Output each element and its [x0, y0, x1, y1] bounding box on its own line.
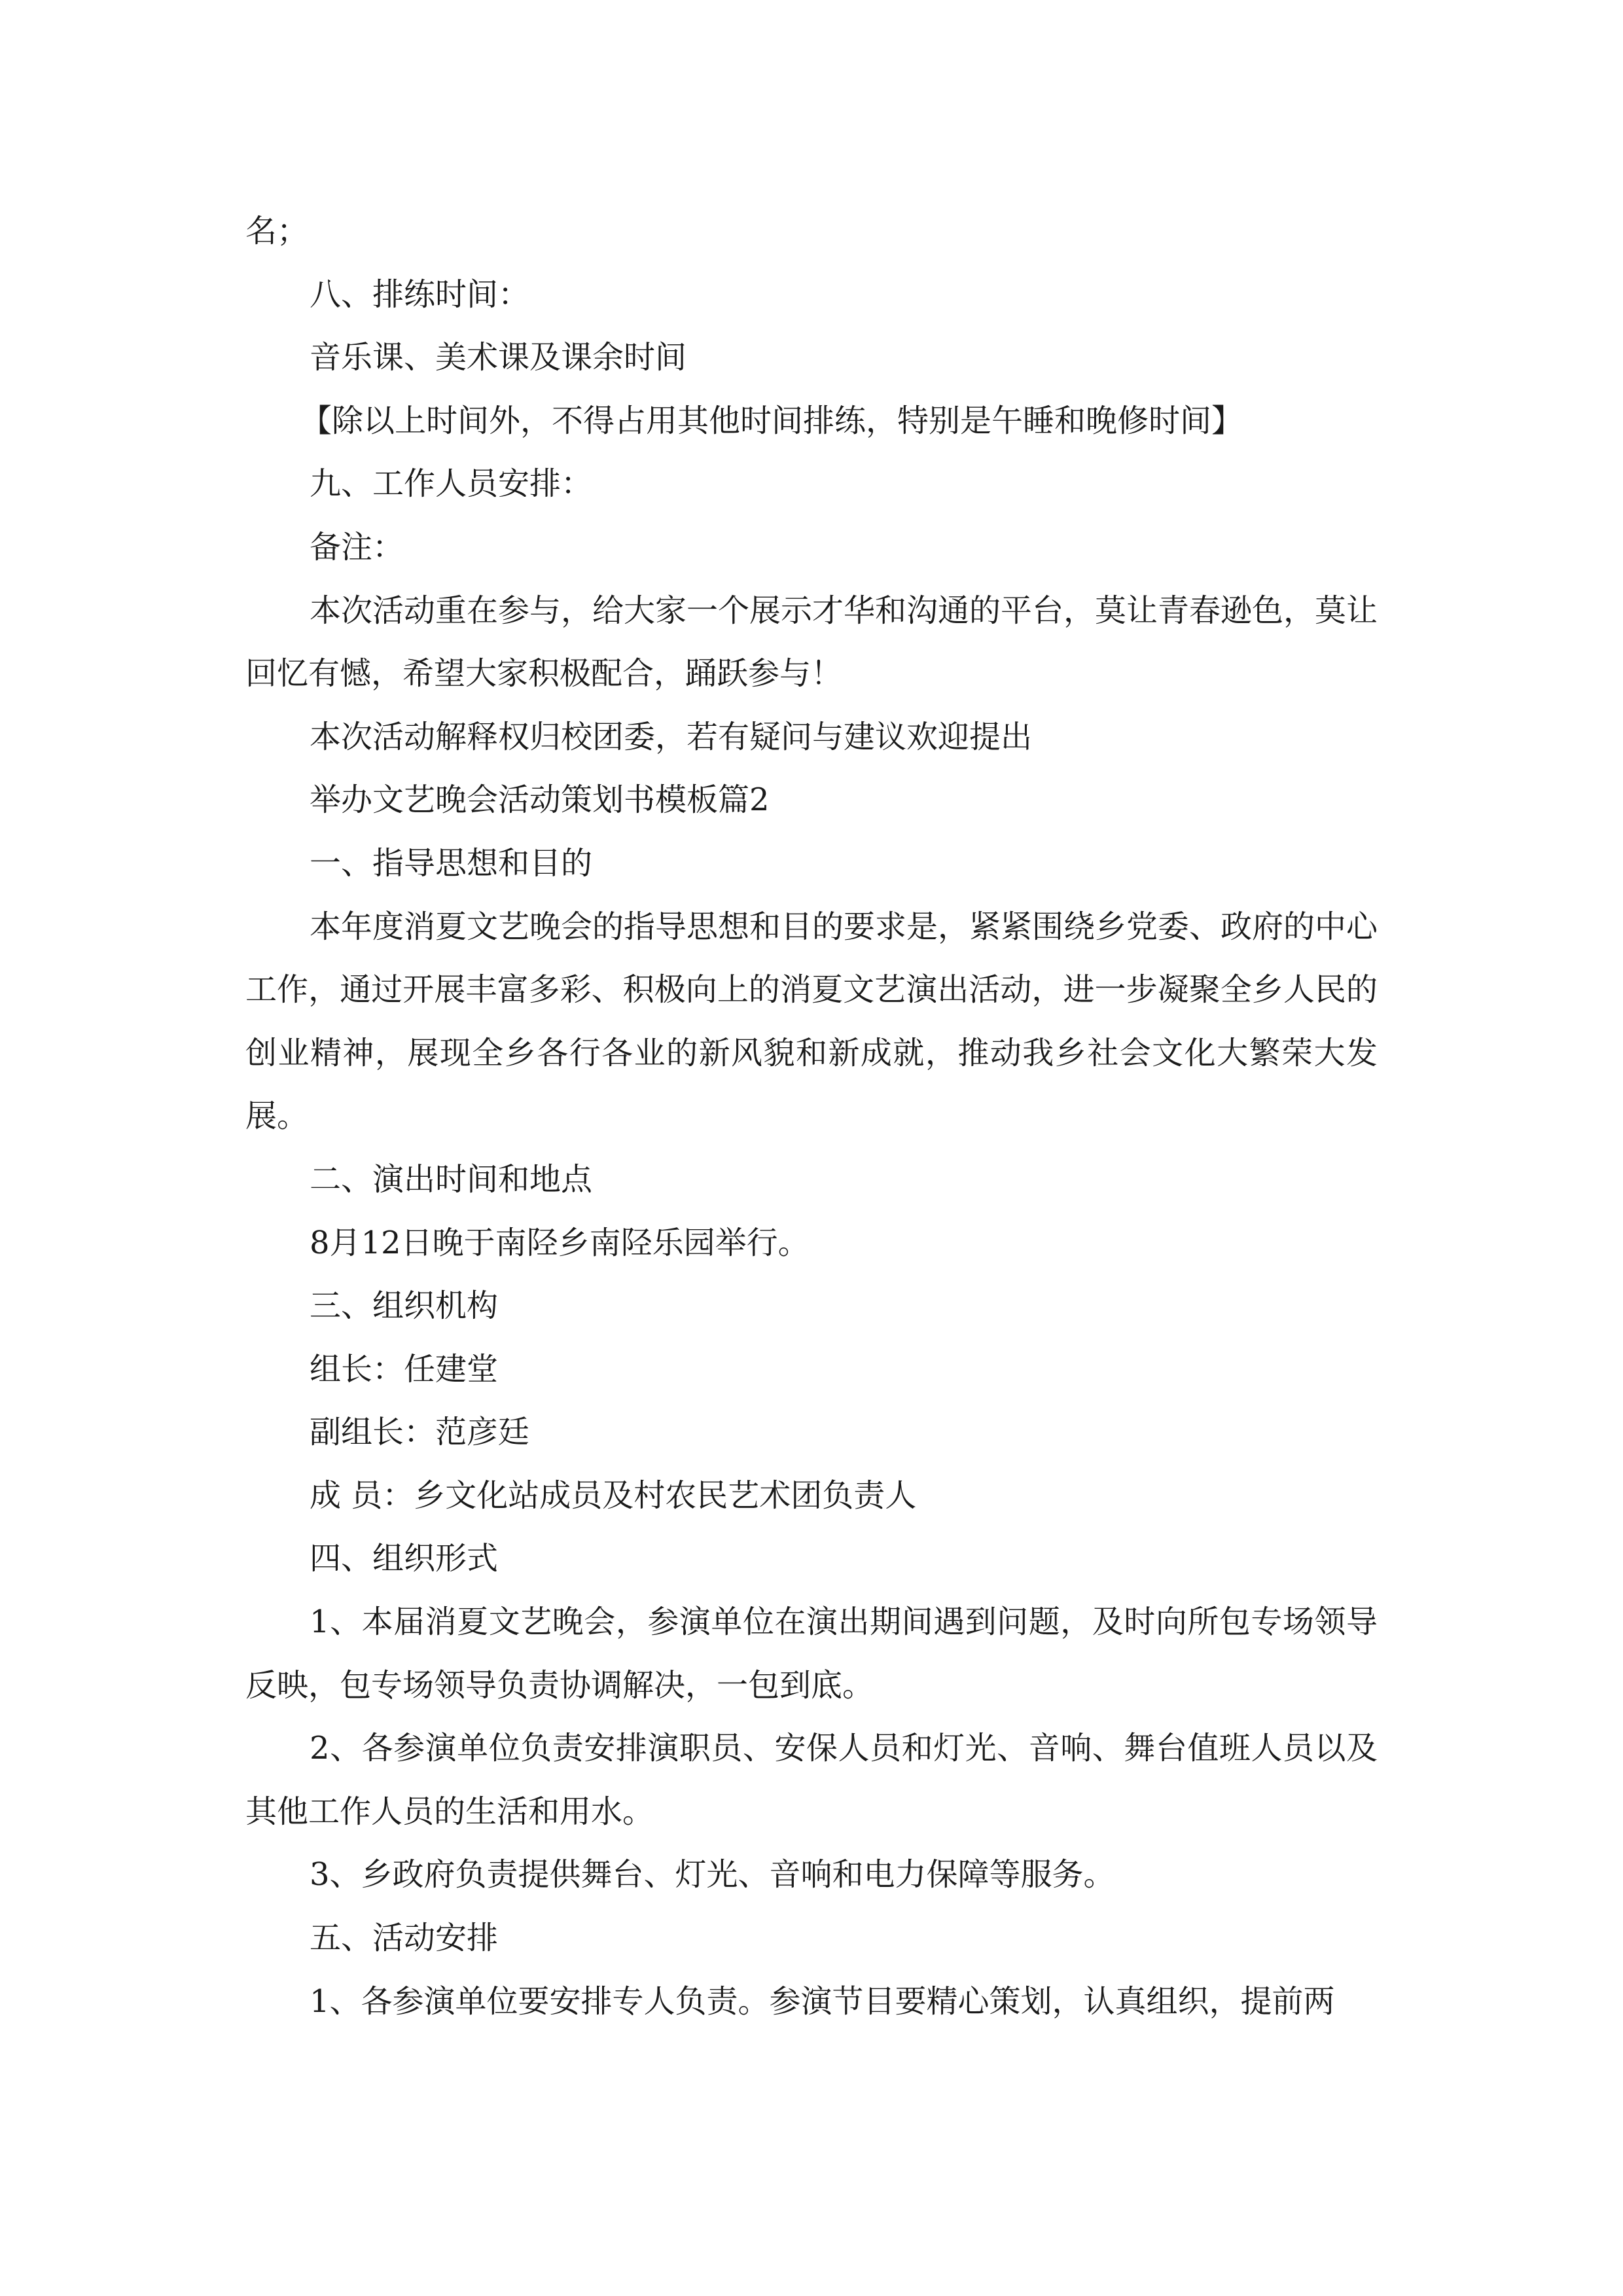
paragraph-leader: 组长：任建堂 — [310, 1350, 499, 1388]
paragraph-rehearsal-note: 【除以上时间外，不得占用其他时间排练，特别是午睡和晚修时间】 — [300, 402, 1243, 439]
heading-organization: 三、组织机构 — [310, 1287, 499, 1325]
paragraph-form-item-2: 2、各参演单位负责安排演职员、安保人员和灯光、音响、舞台值班人员以及其他工作人员的生活和用水。 — [245, 1730, 1378, 1830]
heading-time-place: 二、演出时间和地点 — [310, 1160, 593, 1198]
paragraph-guiding-thought: 本年度消夏文艺晚会的指导思想和目的要求是，紧紧围绕乡党委、政府的中心工作，通过开展丰富多彩、积极向上的消夏文艺演出活动，进一步凝聚全乡人民的创业精神，展现全乡各行各业的新风貌和新成就，推动我乡社会文化大繁荣大发展。 — [245, 908, 1378, 1135]
section-title-template-2: 举办文艺晚会活动策划书模板篇2 — [310, 781, 770, 819]
heading-organization-form: 四、组织形式 — [310, 1540, 499, 1577]
paragraph-deputy-leader: 副组长：范彦廷 — [310, 1414, 530, 1451]
paragraph-arrangement-item-1: 1、各参演单位要安排专人负责。参演节目要精心策划，认真组织，提前两 — [310, 1982, 1335, 2020]
paragraph-rehearsal-slots: 音乐课、美术课及课余时间 — [310, 339, 687, 376]
heading-remarks: 备注： — [310, 528, 404, 565]
paragraph-remarks-body: 本次活动重在参与，给大家一个展示才华和沟通的平台，莫让青春逊色，莫让回忆有憾，希望大家积极配合，踊跃参与！ — [245, 592, 1378, 692]
paragraph-continuation: 名； — [245, 213, 309, 249]
paragraph-form-item-1: 1、本届消夏文艺晚会，参演单位在演出期间遇到问题，及时向所包专场领导反映，包专场领导负责协调解决，一包到底。 — [245, 1604, 1378, 1704]
heading-activity-arrangement: 五、活动安排 — [310, 1920, 499, 1957]
paragraph-members: 成 员：乡文化站成员及村农民艺术团负责人 — [310, 1477, 917, 1514]
document-body — [245, 200, 1378, 2033]
heading-staff-arrangement: 九、工作人员安排： — [310, 465, 593, 503]
paragraph-form-item-3: 3、乡政府负责提供舞台、灯光、音响和电力保障等服务。 — [310, 1856, 1115, 1893]
heading-rehearsal-time: 八、排练时间： — [310, 276, 530, 313]
heading-guiding-thought: 一、指导思想和目的 — [310, 844, 593, 882]
paragraph-time-place: 8月12日晚于南陉乡南陉乐园举行。 — [310, 1224, 810, 1261]
paragraph-interpretation: 本次活动解释权归校团委，若有疑问与建议欢迎提出 — [310, 718, 1033, 755]
